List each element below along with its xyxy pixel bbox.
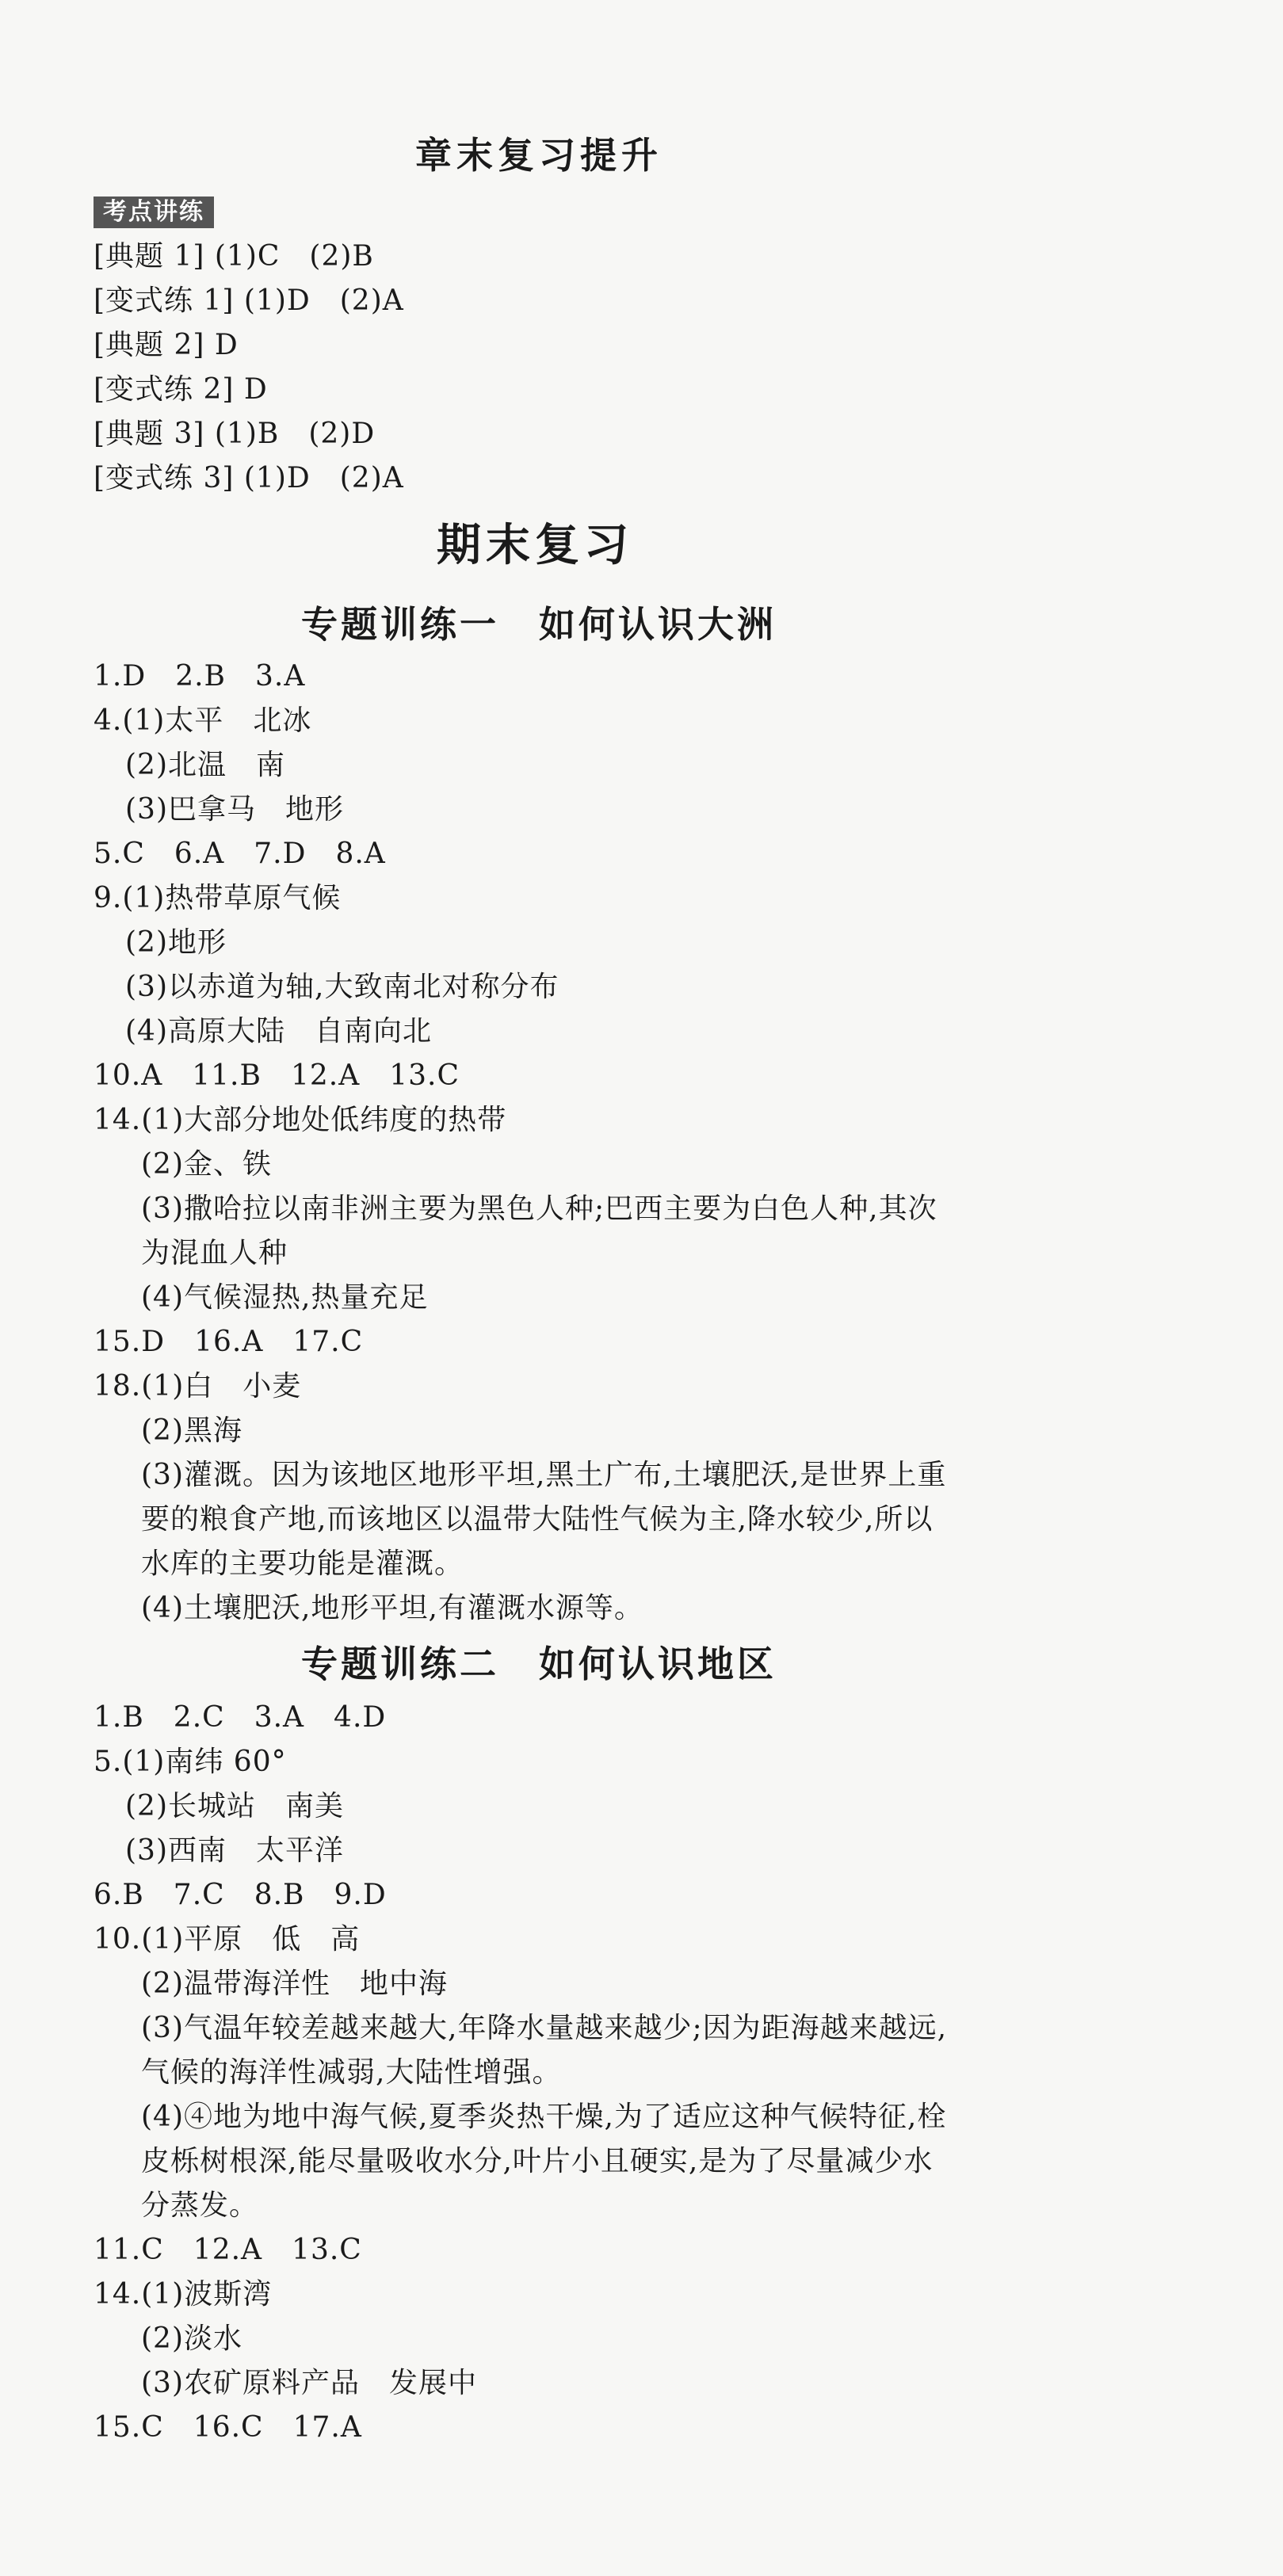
topic2-title: 专题训练二 如何认识地区	[301, 1643, 777, 1685]
answer-line: 9.(1)热带草原气候	[94, 882, 342, 914]
answer-line: 皮栎树根深,能尽量吸收水分,叶片小且硬实,是为了尽量减少水	[141, 2145, 934, 2177]
answer-line: 要的粮食产地,而该地区以温带大陆性气候为主,降水较少,所以	[141, 1503, 934, 1536]
answer-line: 14.(1)波斯湾	[94, 2278, 273, 2311]
answer-line: 15.D 16.A 17.C	[94, 1326, 364, 1358]
answer-line: (2)温带海洋性 地中海	[141, 1967, 448, 2000]
answer-line: (2)黑海	[141, 1414, 242, 1447]
answer-line: 气候的海洋性减弱,大陆性增强。	[141, 2056, 562, 2089]
answer-line: (4)土壤肥沃,地形平坦,有灌溉水源等。	[141, 1592, 643, 1624]
answer-line: (3)灌溉。因为该地区地形平坦,黑土广布,土壤肥沃,是世界上重	[141, 1459, 947, 1491]
answer-line: 18.(1)白 小麦	[94, 1370, 302, 1402]
answer-line: (3)西南 太平洋	[125, 1834, 344, 1867]
answer-line: [变式练 1] (1)D (2)A	[94, 284, 404, 317]
answer-line: 4.(1)太平 北冰	[94, 704, 312, 737]
answer-line: 10.A 11.B 12.A 13.C	[94, 1059, 460, 1092]
answer-line: [典题 1] (1)C (2)B	[94, 240, 374, 273]
answer-line: 6.B 7.C 8.B 9.D	[94, 1879, 387, 1911]
answer-line: (4)高原大陆 自南向北	[125, 1015, 432, 1048]
answer-line: 水库的主要功能是灌溉。	[141, 1548, 464, 1580]
answer-line: [变式练 3] (1)D (2)A	[94, 462, 404, 494]
answer-line: 5.(1)南纬 60°	[94, 1746, 287, 1778]
answer-line: [典题 2] D	[94, 329, 239, 361]
answer-line: 11.C 12.A 13.C	[94, 2234, 362, 2266]
exam-points-tag: 考点讲练	[94, 197, 214, 228]
answer-line: (3)农矿原料产品 发展中	[141, 2367, 477, 2399]
chapter-review-title: 章末复习提升	[415, 134, 663, 177]
answer-line: (2)金、铁	[141, 1148, 272, 1181]
answer-line: 15.C 16.C 17.A	[94, 2411, 362, 2444]
answer-line: (4)气候湿热,热量充足	[141, 1281, 429, 1314]
answer-line: 10.(1)平原 低 高	[94, 1923, 361, 1956]
answer-line: (2)地形	[125, 926, 227, 959]
answer-line: 1.B 2.C 3.A 4.D	[94, 1701, 387, 1734]
final-review-title: 期末复习	[437, 520, 633, 571]
answer-line: (2)长城站 南美	[125, 1790, 344, 1822]
answer-line: (3)撒哈拉以南非洲主要为黑色人种;巴西主要为白色人种,其次	[141, 1193, 937, 1225]
answer-line: (3)以赤道为轴,大致南北对称分布	[125, 971, 559, 1003]
answer-line: 分蒸发。	[141, 2189, 259, 2222]
answer-line: (2)淡水	[141, 2322, 242, 2355]
answer-line: [典题 3] (1)B (2)D	[94, 418, 376, 450]
answer-line: 5.C 6.A 7.D 8.A	[94, 838, 386, 870]
answer-line: (3)巴拿马 地形	[125, 793, 344, 826]
answer-line: 14.(1)大部分地处低纬度的热带	[94, 1104, 507, 1136]
answer-line: 为混血人种	[141, 1237, 288, 1269]
answer-line: (4)④地为地中海气候,夏季炎热干燥,为了适应这种气候特征,栓	[141, 2101, 947, 2133]
answer-line: [变式练 2] D	[94, 373, 268, 406]
topic1-title: 专题训练一 如何认识大洲	[301, 603, 777, 646]
answer-line: 1.D 2.B 3.A	[94, 660, 306, 693]
answer-line: (2)北温 南	[125, 749, 285, 781]
answer-line: (3)气温年较差越来越大,年降水量越来越少;因为距海越来越远,	[141, 2012, 948, 2044]
